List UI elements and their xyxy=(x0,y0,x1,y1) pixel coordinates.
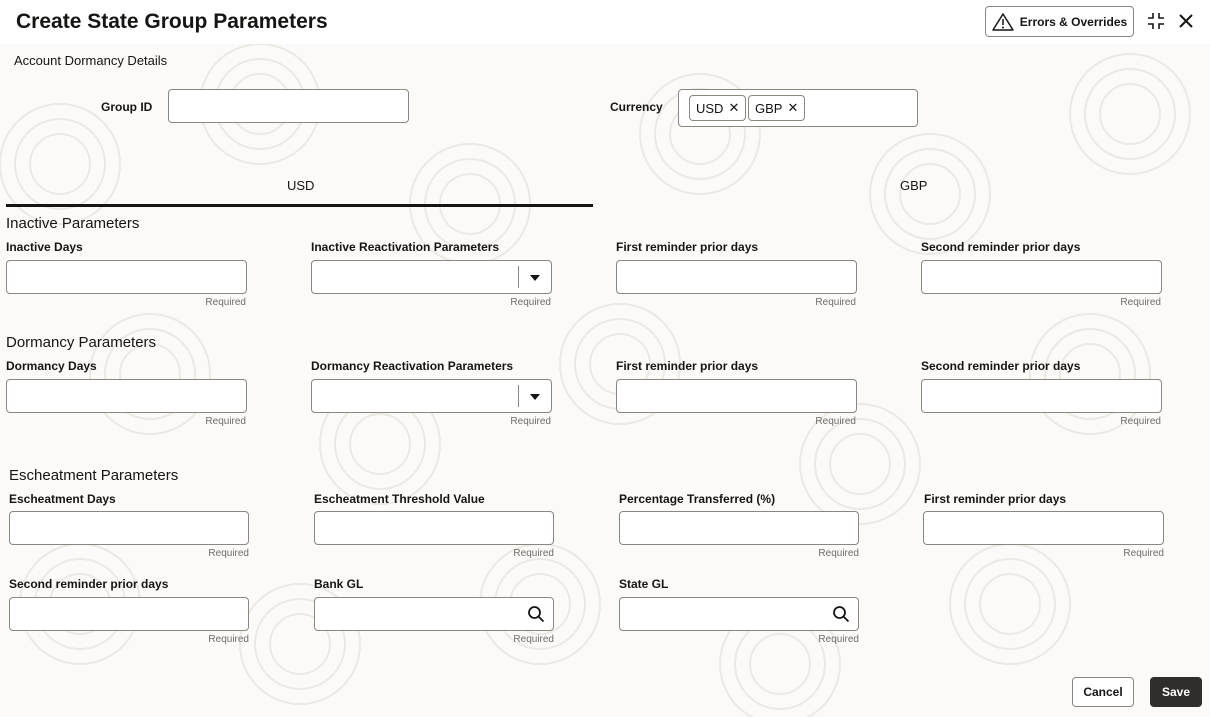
bank-gl-label: Bank GL xyxy=(314,577,364,591)
required-hint: Required xyxy=(208,634,249,645)
inactive-reactivation-select[interactable] xyxy=(311,260,552,294)
save-button[interactable]: Save xyxy=(1150,677,1202,707)
inactive-section-title: Inactive Parameters xyxy=(6,215,140,232)
group-id-input[interactable] xyxy=(168,89,409,123)
dormancy-reactivation-select[interactable] xyxy=(311,379,552,413)
inactive-second-reminder-input[interactable] xyxy=(921,260,1162,294)
escheatment-threshold-label: Escheatment Threshold Value xyxy=(314,492,485,506)
dropdown-separator xyxy=(518,266,519,288)
currency-tag-gbp xyxy=(748,95,805,121)
required-hint: Required xyxy=(205,297,246,308)
escheatment-first-reminder-label: First reminder prior days xyxy=(924,492,1067,506)
chevron-down-icon[interactable] xyxy=(530,394,540,400)
tab-gbp[interactable]: GBP xyxy=(900,178,928,193)
currency-tag-label: USD xyxy=(696,100,724,116)
dormancy-days-input[interactable] xyxy=(6,379,247,413)
tab-usd[interactable]: USD xyxy=(287,178,315,193)
minimize-icon[interactable] xyxy=(1146,11,1166,31)
currency-tag-label: GBP xyxy=(755,100,783,116)
remove-tag-icon[interactable]: ✕ xyxy=(787,100,799,115)
dialog-header xyxy=(0,0,1210,44)
errors-overrides-label: Errors & Overrides xyxy=(1019,14,1128,29)
state-gl-label: State GL xyxy=(619,577,669,591)
required-hint: Required xyxy=(818,634,859,645)
close-icon[interactable] xyxy=(1176,11,1196,31)
search-icon[interactable] xyxy=(832,605,850,623)
page-title: Create State Group Parameters xyxy=(16,10,328,33)
inactive-days-input[interactable] xyxy=(6,260,247,294)
dormancy-first-reminder-input[interactable] xyxy=(616,379,857,413)
escheatment-threshold-input[interactable] xyxy=(314,511,554,545)
inactive-second-reminder-label: Second reminder prior days xyxy=(921,240,1081,254)
errors-overrides-button[interactable] xyxy=(985,6,1134,37)
required-hint: Required xyxy=(1123,548,1164,559)
dormancy-second-reminder-label: Second reminder prior days xyxy=(921,359,1081,373)
currency-label: Currency xyxy=(610,100,663,114)
escheatment-second-reminder-label: Second reminder prior days xyxy=(9,577,169,591)
required-hint: Required xyxy=(510,416,551,427)
inactive-first-reminder-label: First reminder prior days xyxy=(616,240,759,254)
dormancy-first-reminder-label: First reminder prior days xyxy=(616,359,759,373)
dropdown-separator xyxy=(518,385,519,407)
dormancy-reactivation-label: Dormancy Reactivation Parameters xyxy=(311,359,514,373)
dormancy-days-label: Dormancy Days xyxy=(6,359,97,373)
escheatment-days-input[interactable] xyxy=(9,511,249,545)
required-hint: Required xyxy=(513,634,554,645)
active-tab-indicator xyxy=(6,204,593,207)
escheatment-first-reminder-input[interactable] xyxy=(923,511,1164,545)
required-hint: Required xyxy=(513,548,554,559)
required-hint: Required xyxy=(1120,297,1161,308)
required-hint: Required xyxy=(1120,416,1161,427)
required-hint: Required xyxy=(510,297,551,308)
escheatment-section-title: Escheatment Parameters xyxy=(9,467,179,484)
dormancy-section-title: Dormancy Parameters xyxy=(6,334,157,351)
dormancy-second-reminder-input[interactable] xyxy=(921,379,1162,413)
section-subtitle: Account Dormancy Details xyxy=(14,53,168,68)
chevron-down-icon[interactable] xyxy=(530,275,540,281)
group-id-label: Group ID xyxy=(101,100,153,114)
required-hint: Required xyxy=(818,548,859,559)
remove-tag-icon[interactable]: ✕ xyxy=(728,100,740,115)
required-hint: Required xyxy=(815,297,856,308)
state-gl-input[interactable] xyxy=(619,597,859,631)
inactive-days-label: Inactive Days xyxy=(6,240,83,254)
required-hint: Required xyxy=(205,416,246,427)
inactive-reactivation-label: Inactive Reactivation Parameters xyxy=(311,240,500,254)
bank-gl-input[interactable] xyxy=(314,597,554,631)
percentage-transferred-input[interactable] xyxy=(619,511,859,545)
escheatment-days-label: Escheatment Days xyxy=(9,492,116,506)
inactive-first-reminder-input[interactable] xyxy=(616,260,857,294)
escheatment-second-reminder-input[interactable] xyxy=(9,597,249,631)
required-hint: Required xyxy=(208,548,249,559)
required-hint: Required xyxy=(815,416,856,427)
cancel-button[interactable]: Cancel xyxy=(1072,677,1134,707)
search-icon[interactable] xyxy=(527,605,545,623)
percentage-transferred-label: Percentage Transferred (%) xyxy=(619,492,776,506)
warning-triangle-icon xyxy=(992,13,1014,31)
currency-tag-usd xyxy=(689,95,746,121)
